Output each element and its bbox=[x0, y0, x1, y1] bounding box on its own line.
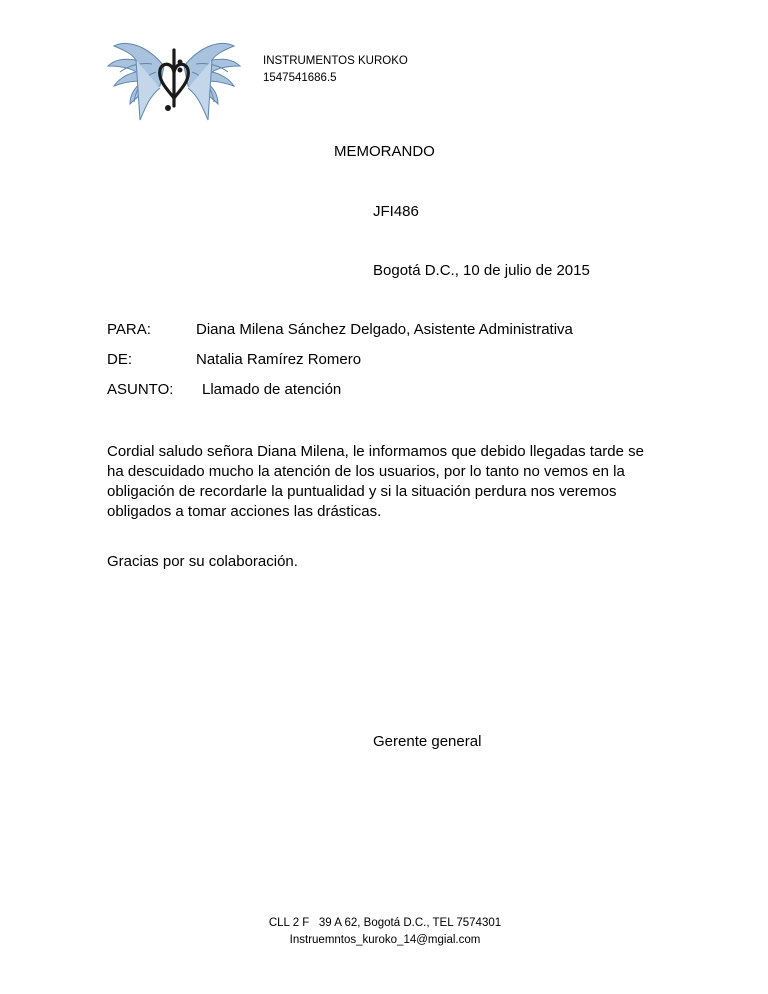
page-footer bbox=[200, 915, 570, 949]
company-name: INSTRUMENTOS KUROKO bbox=[263, 55, 408, 67]
logo-winged-heart-icon bbox=[106, 36, 242, 126]
memo-signer: Gerente general bbox=[373, 733, 482, 750]
from-row bbox=[107, 351, 361, 368]
memo-thanks: Gracias por su colaboración. bbox=[107, 553, 298, 570]
from-value: Natalia Ramírez Romero bbox=[196, 351, 362, 368]
to-value: Diana Milena Sánchez Delgado, Asistente Administrativa bbox=[196, 321, 573, 338]
footer-address: CLL 2 F 39 A 62, Bogotá D.C., TEL 7574301 bbox=[268, 917, 502, 929]
memo-date: Bogotá D.C., 10 de julio de 2015 bbox=[373, 262, 590, 279]
memo-code: JFI486 bbox=[373, 203, 419, 220]
subject-value: Llamado de atención bbox=[202, 381, 342, 398]
subject-label: ASUNTO: bbox=[107, 381, 174, 398]
company-id: 1547541686.5 bbox=[263, 72, 337, 84]
to-label: PARA: bbox=[107, 321, 151, 338]
to-row bbox=[107, 321, 573, 338]
footer-email: Instruemntos_kuroko_14@mgial.com bbox=[289, 934, 481, 946]
from-label: DE: bbox=[107, 351, 133, 368]
memo-title: MEMORANDO bbox=[334, 143, 435, 160]
memo-body: Cordial saludo señora Diana Milena, le informamos que debido llegadas tarde se ha descuidado mucho la atención de los usuarios, por lo tanto no vemos en la obligación de recordarle la puntualidad y si la situación perdura nos veremos obligados a tomar acciones las drásticas. bbox=[107, 443, 644, 520]
company-header bbox=[263, 53, 408, 87]
subject-row bbox=[107, 381, 341, 398]
